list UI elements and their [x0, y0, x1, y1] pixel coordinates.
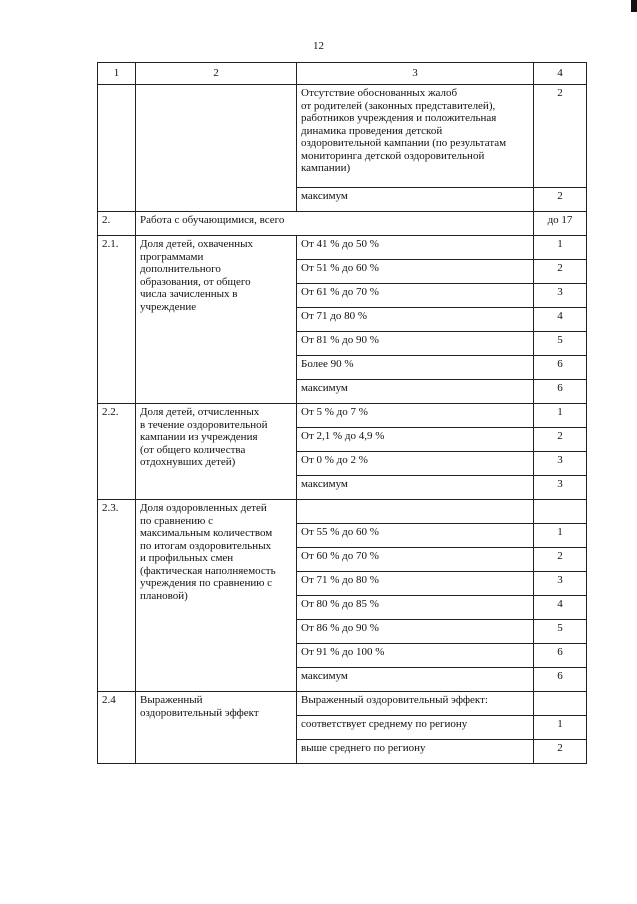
score-cell: 2 [534, 188, 587, 212]
empty-cell [534, 692, 587, 716]
header-cell: 4 [534, 63, 587, 85]
header-cell: 2 [136, 63, 297, 85]
criterion-text: выше среднего по региону [297, 740, 534, 764]
score-cell: 1 [534, 404, 587, 428]
criterion-text: От 5 % до 7 % [297, 404, 534, 428]
score-cell: 2 [534, 428, 587, 452]
score-cell: 4 [534, 596, 587, 620]
score-cell: 3 [534, 476, 587, 500]
score-cell: 6 [534, 356, 587, 380]
score-cell: 1 [534, 716, 587, 740]
criterion-text: От 81 % до 90 % [297, 332, 534, 356]
section-row [98, 212, 587, 236]
table-row [98, 500, 587, 524]
criterion-text: От 60 % до 70 % [297, 548, 534, 572]
subsection-title: Доля детей, охваченных программами дополнительного образования, от общего числа зачисленных в учреждение [136, 236, 297, 404]
empty-cell [534, 500, 587, 524]
criterion-text: Более 90 % [297, 356, 534, 380]
score-cell: 5 [534, 620, 587, 644]
subsection-number: 2.4 [98, 692, 136, 764]
subsection-number: 2.1. [98, 236, 136, 404]
score-cell: 3 [534, 284, 587, 308]
score-cell: 6 [534, 644, 587, 668]
criterion-text: От 71 % до 80 % [297, 572, 534, 596]
criterion-text: От 91 % до 100 % [297, 644, 534, 668]
section-title: Работа с обучающимися, всего [136, 212, 534, 236]
header-cell: 1 [98, 63, 136, 85]
criteria-table [97, 62, 587, 764]
criterion-text: От 41 % до 50 % [297, 236, 534, 260]
score-cell: 1 [534, 236, 587, 260]
empty-cell [297, 500, 534, 524]
table-row [98, 404, 587, 428]
score-cell: 2 [534, 740, 587, 764]
empty-cell [98, 85, 136, 212]
score-cell: 4 [534, 308, 587, 332]
scan-corner-mark [631, 0, 637, 12]
criterion-text: От 2,1 % до 4,9 % [297, 428, 534, 452]
criterion-text: От 0 % до 2 % [297, 452, 534, 476]
score-cell: 5 [534, 332, 587, 356]
criterion-text: От 61 % до 70 % [297, 284, 534, 308]
score-cell: 6 [534, 380, 587, 404]
score-cell: 2 [534, 85, 587, 188]
score-cell: 6 [534, 668, 587, 692]
criterion-text: От 51 % до 60 % [297, 260, 534, 284]
criterion-text: максимум [297, 668, 534, 692]
section-number: 2. [98, 212, 136, 236]
table-row [98, 692, 587, 716]
criterion-text: От 86 % до 90 % [297, 620, 534, 644]
section-total: до 17 [534, 212, 587, 236]
criterion-text: От 71 до 80 % [297, 308, 534, 332]
criterion-text: Отсутствие обоснованных жалоб от родителей (законных представителей), работников учреждения и положительная динамика проведения детской оздоровительной кампании (по результатам мониторинга детской оздоровительной кампании) [297, 85, 534, 188]
subsection-title: Выраженный оздоровительный эффект [136, 692, 297, 764]
criterion-text: От 55 % до 60 % [297, 524, 534, 548]
subsection-number: 2.3. [98, 500, 136, 692]
score-cell: 2 [534, 548, 587, 572]
score-cell: 1 [534, 524, 587, 548]
subsection-title: Доля оздоровленных детей по сравнению с максимальным количеством по итогам оздоровительных и профильных смен (фактическая наполняемость учреждения по сравнению с плановой) [136, 500, 297, 692]
table-row [98, 236, 587, 260]
score-cell: 2 [534, 260, 587, 284]
score-cell: 3 [534, 452, 587, 476]
score-cell: 3 [534, 572, 587, 596]
criterion-text: соответствует среднему по региону [297, 716, 534, 740]
criterion-text: От 80 % до 85 % [297, 596, 534, 620]
subsection-number: 2.2. [98, 404, 136, 500]
criterion-text: максимум [297, 188, 534, 212]
criterion-subheader: Выраженный оздоровительный эффект: [297, 692, 534, 716]
criterion-text: максимум [297, 476, 534, 500]
table-row [98, 85, 587, 188]
subsection-title: Доля детей, отчисленных в течение оздоровительной кампании из учреждения (от общего количества отдохнувших детей) [136, 404, 297, 500]
empty-cell [136, 85, 297, 212]
table-header-row [98, 63, 587, 85]
header-cell: 3 [297, 63, 534, 85]
criterion-text: максимум [297, 380, 534, 404]
page-number: 12 [313, 40, 324, 52]
